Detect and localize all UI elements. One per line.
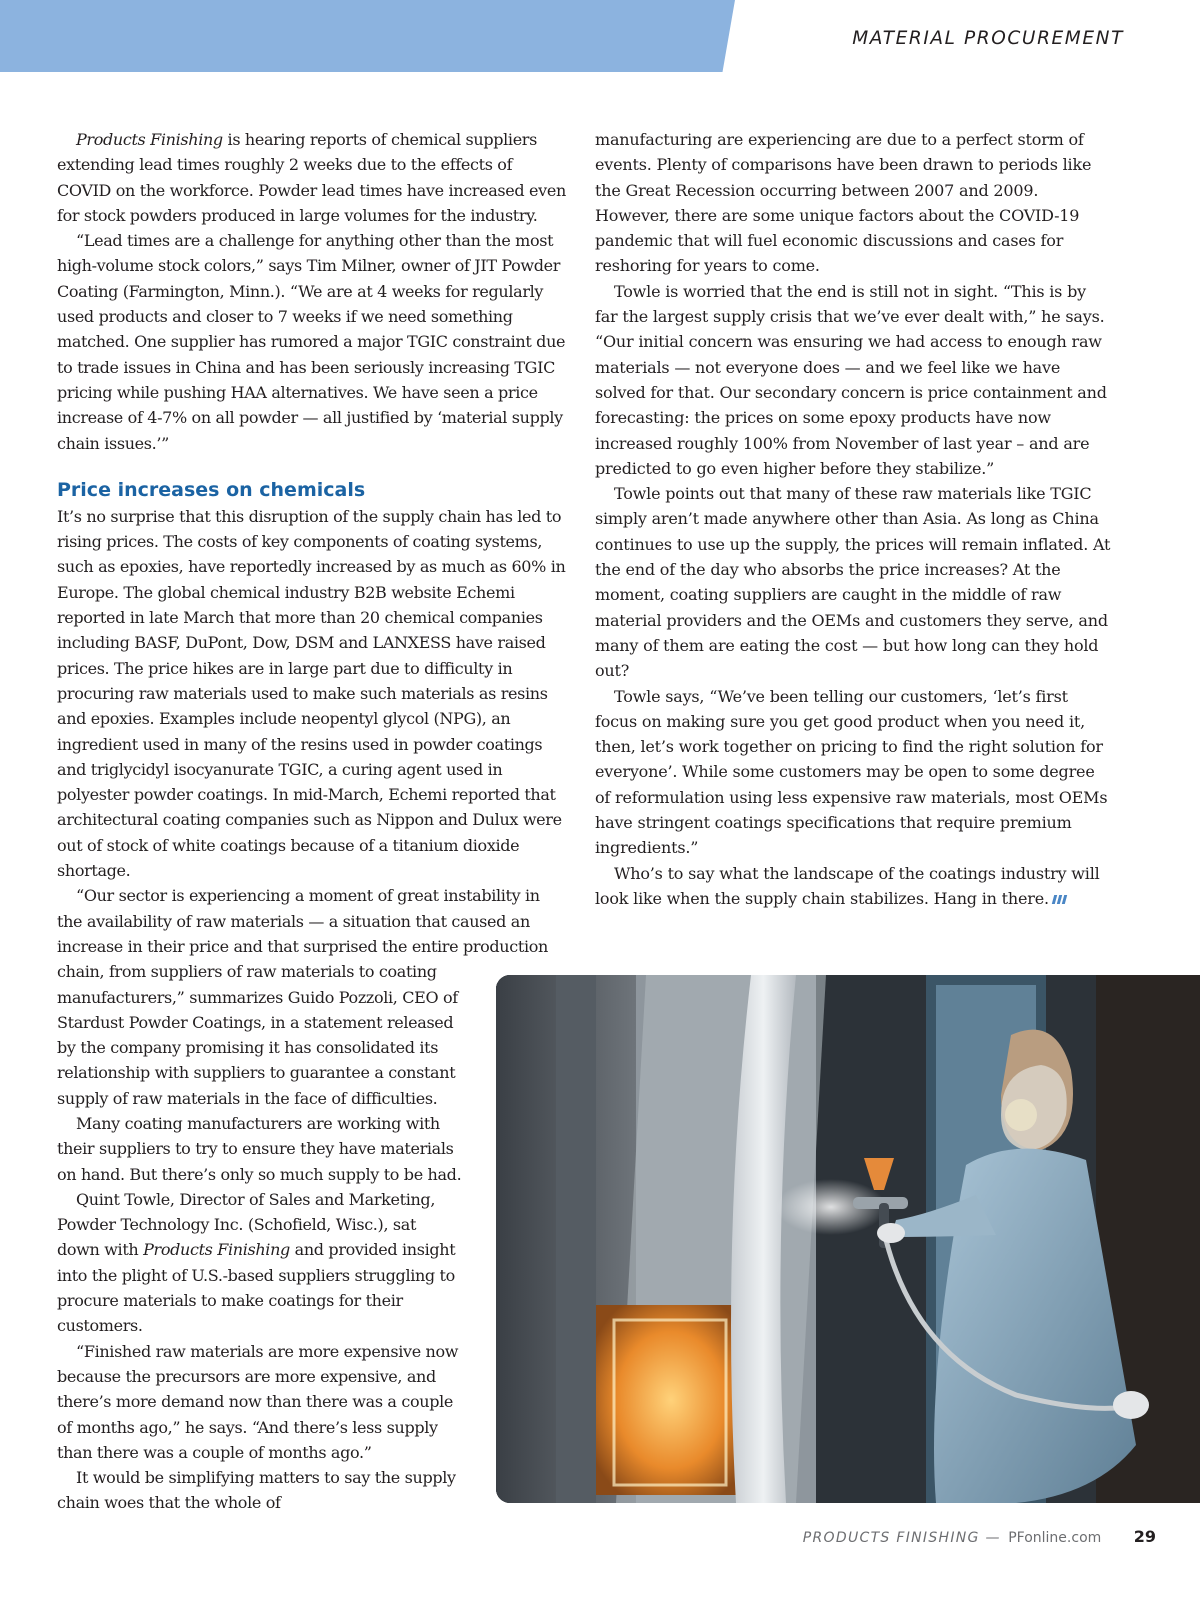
right-column — [595, 127, 1113, 911]
powder-coating-spray-icon — [496, 975, 1200, 1503]
paragraph-text: Who’s to say what the landscape of the coatings industry will look like when the supply chain stabilizes. Hang in there. — [595, 863, 1100, 908]
paragraph-text: Quint Towle, Director of Sales and Marketing, Powder Technology Inc. (Schofield, Wisc.), sat down with — [57, 1189, 436, 1260]
publication-name: Products Finishing — [143, 1240, 290, 1260]
paragraph: It would be simplifying matters to say the supply chain woes that the whole of — [57, 1468, 456, 1513]
paragraph: Many coating manufacturers are working with their suppliers to try to ensure they have materials on hand. But there’s only so much supply to be had. — [57, 1113, 462, 1184]
paragraph: It’s no surprise that this disruption of the supply chain has led to rising prices. The costs of key components of coating systems, such as epoxies, have reportedly increased by as much as 60% in Europe. The global chemical industry B2B website Echemi reported in late March that more than 20 chemical companies including BASF, DuPont, Dow, DSM and LANXESS have raised prices. The price hikes are in large part due to difficulty in procuring raw materials used to make such materials as resins and epoxies. Examples include neopentyl glycol (NPG), an ingredient used in many of the resins used in powder coatings and triglycidyl isocyanurate TGIC, a curing agent used in polyester powder coatings. In mid-March, Echemi reported that architectural coating companies such as Nippon and Dulux were out of stock of white coatings because of a titanium dioxide shortage. — [57, 506, 566, 881]
paragraph — [57, 127, 567, 228]
paragraph — [595, 861, 1113, 912]
end-of-article-icon — [1053, 895, 1066, 904]
powder-coating-photo — [496, 975, 1200, 1503]
page-number: 29 — [1133, 1527, 1156, 1546]
page-footer — [803, 1527, 1156, 1546]
paragraph: “Our sector is experiencing a moment of great instability in the availability of raw materials — a situation that caused an increase in their price and that surprised the entire production — [57, 886, 548, 956]
header-band — [0, 0, 735, 72]
paragraph — [57, 1187, 462, 1339]
paragraph: Towle is worried that the end is still not in sight. “This is by far the largest supply crisis that we’ve ever dealt with,” he says. “Our initial concern was ensuring we had access to enough raw materials — not everyone does — and we feel like we have solved for that. Our secondary concern is price containment and forecasting: the prices on some epoxy products have now increased roughly 100% from November of last year – and are predicted to go even higher before they stabilize.” — [595, 281, 1107, 478]
section-label: MATERIAL PROCUREMENT — [852, 28, 1124, 49]
paragraph: “Finished raw materials are more expensive now because the precursors are more expensive, and there’s more demand now than there was a couple of months ago,” he says. “And there’s less supply than there was a couple of months ago.” — [57, 1341, 459, 1462]
paragraph: “Lead times are a challenge for anything other than the most high-volume stock colors,” says Tim Milner, owner of JIT Powder Coating (Farmington, Minn.). “We are at 4 weeks for regularly used products and closer to 7 weeks if we need something matched. One supplier has rumored a major TGIC constraint due to trade issues in China and has been seriously increasing TGIC pricing while pushing HAA alternatives. We have seen a price increase of 4-7% on all powder — all justified by ‘material supply chain issues.’” — [57, 231, 566, 453]
paragraph: manufacturing are experiencing are due to a perfect storm of events. Plenty of comparisons have been drawn to periods like the Great Recession occurring between 2007 and 2009. However, there are some unique factors about the COVID-19 pandemic that will fuel economic discussions and cases for reshoring for years to come. — [595, 130, 1092, 276]
footer-publication: PRODUCTS FINISHING — — [802, 1530, 1001, 1546]
paragraph-continued: chain, from suppliers of raw materials to coating manufacturers,” summarizes Guido Pozzoli, CEO of Stardust Powder Coatings, in a statement released by the company promising it has consolidated its relationship with suppliers to guarantee a constant supply of raw materials in the face of difficulties. — [57, 962, 458, 1108]
section-heading: Price increases on chemicals — [57, 478, 366, 501]
publication-name: Products Finishing — [76, 130, 223, 149]
paragraph: Towle says, “We’ve been telling our customers, ‘let’s first focus on making sure you get good product when you need it, then, let’s work together on pricing to find the right solution for everyone’. While some customers may be open to some degree of reformulation using less expensive raw materials, most OEMs have stringent coatings specifications that require premium ingredients.” — [595, 686, 1108, 858]
paragraph-text: and provided insight into the plight of U.S.-based suppliers struggling to procure materials to make coatings for their customers. — [57, 1240, 456, 1336]
left-column — [57, 127, 567, 1516]
paragraph-text: is hearing reports of chemical suppliers extending lead times roughly 2 weeks due to the effects of COVID on the workforce. Powder lead times have increased even for stock powders produced in large volumes for the industry. — [57, 130, 566, 225]
footer-website: PFonline.com — [1008, 1530, 1102, 1546]
paragraph: Towle points out that many of these raw materials like TGIC simply aren’t made anywhere other than Asia. As long as China continues to use up the supply, the prices will remain inflated. At the end of the day who absorbs the price increases? At the moment, coating suppliers are caught in the middle of raw material providers and the OEMs and customers they serve, and many of them are eating the cost — but how long can they hold out? — [595, 484, 1111, 681]
